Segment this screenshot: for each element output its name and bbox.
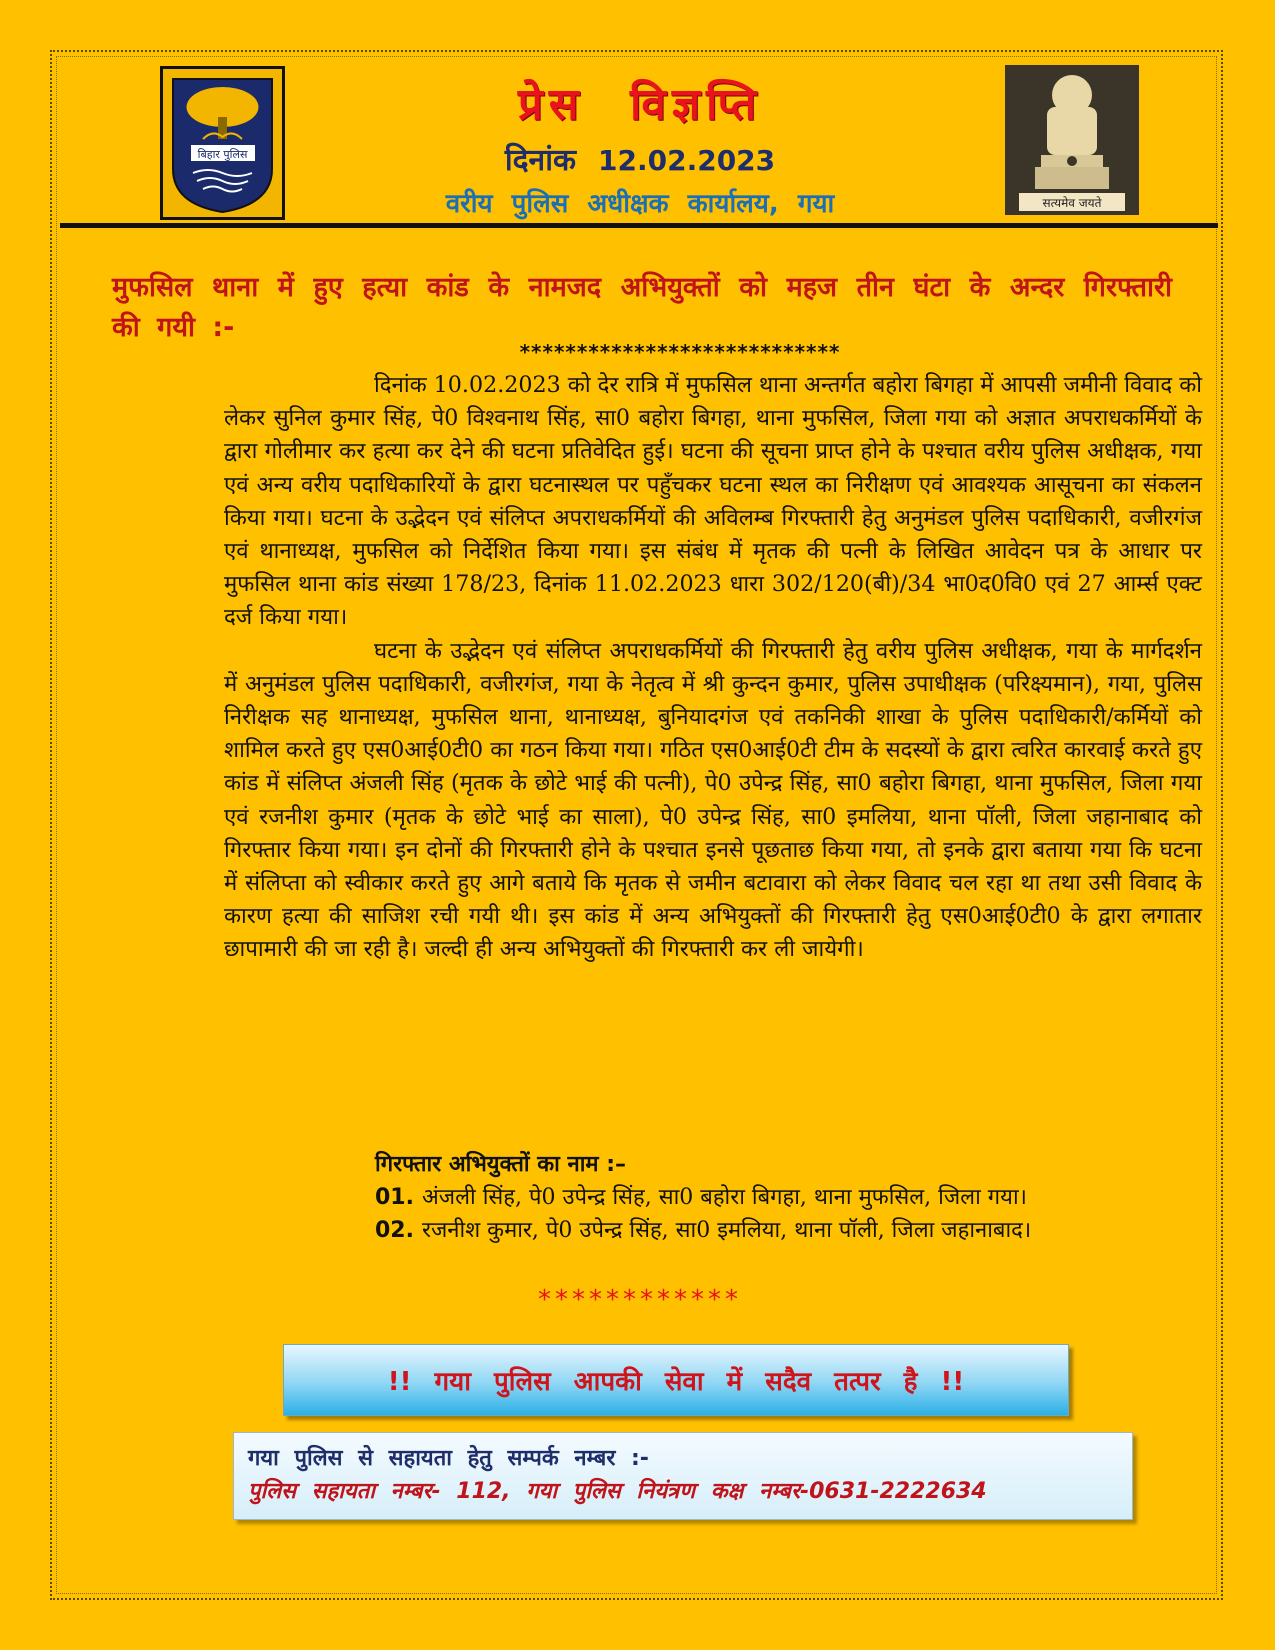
date-value: 12.02.2023 bbox=[598, 144, 776, 177]
separator-top: **************************** bbox=[519, 340, 841, 364]
body-paragraph-2: घटना के उद्भेदन एवं संलिप्त अपराधकर्मियों की गिरफ्तारी हेतु वरीय पुलिस अधीक्षक, गया के मार्गदर्शन में अनुमंडल पुलिस पदाधिकारी, वजीरगंज, गया के नेतृत्व में श्री कुन्दन कुमार, पुलिस उपाधीक्षक (परिक्ष्यमान), गया, पुलिस निरीक्षक सह थानाध्यक्ष, मुफसिल थाना, थानाध्यक्ष, बुनियादगंज एवं तकनिकी शाखा के पुलिस पदाधिकारी/कर्मियों को शामिल करते हुए एस0आई0टी0 का गठन किया गया। गठित एस0आई0टी टीम के सदस्यों के द्वारा त्वरित कारवाई करते हुए कांड में संलिप्त अंजली सिंह (मृतक के छोटे भाई की पत्नी), पे0 उपेन्द्र सिंह, सा0 बहोरा बिगहा, थाना मुफसिल, जिला गया एवं रजनीश कुमार (मृतक के छोटे भाई का साला), पे0 उपेन्द्र सिंह, सा0 इमलिया, थाना पॉली, जिला जहानाबाद को गिरफ्तार किया गया। इन दोनों की गिरफ्तारी होने के पश्चात इनसे पूछताछ किया गया, तो इनके द्वारा बताया गया कि घटना में संलिप्ता को स्वीकार करते हुए आगे बताये कि मृतक से जमीन बटावारा को लेकर विवाद चल रहा था तथा उसी विवाद के कारण हत्या की साजिश रची गयी थी। इस कांड में अन्य अभियुक्तों की गिरफ्तारी हेतु एस0आई0टी0 के द्वारा लगातार छापामारी की जा रही है। जल्दी ही अन्य अभियुक्तों की गिरफ्तारी कर ली जायेगी। bbox=[224, 637, 1202, 963]
separator-bottom: ************ bbox=[538, 1285, 742, 1315]
accused-text: रजनीश कुमार, पे0 उपेन्द्र सिंह, सा0 इमलिया, थाना पॉली, जिला जहानाबाद। bbox=[421, 1218, 1032, 1243]
contact-box bbox=[233, 1432, 1133, 1520]
header-divider bbox=[60, 223, 1218, 228]
national-emblem-logo bbox=[1005, 65, 1139, 215]
contact-line-1: गया पुलिस से सहायता हेतु सम्पर्क नम्बर :- bbox=[248, 1446, 649, 1471]
ashoka-lion-capital-icon bbox=[1005, 65, 1139, 215]
service-banner bbox=[283, 1344, 1069, 1416]
right-logo-text: सत्यमेव जयते bbox=[1042, 196, 1102, 210]
left-logo-text: बिहार पुलिस bbox=[197, 148, 248, 161]
accused-text: अंजली सिंह, पे0 उपेन्द्र सिंह, सा0 बहोरा बिगहा, थाना मुफसिल, जिला गया। bbox=[421, 1185, 1027, 1210]
bihar-police-emblem-icon bbox=[163, 69, 282, 217]
bihar-police-logo bbox=[160, 66, 285, 220]
headline: मुफसिल थाना में हुए हत्या कांड के नामजद अभियुक्तों को महज तीन घंटा के अन्दर गिरफ्तारी की गयी :- bbox=[112, 272, 1172, 343]
page-title: प्रेस विज्ञप्ति bbox=[517, 79, 763, 130]
accused-number: 02. bbox=[375, 1218, 414, 1243]
accused-item-1 bbox=[375, 1181, 1202, 1214]
office-name: वरीय पुलिस अधीक्षक कार्यालय, गया bbox=[445, 189, 835, 219]
accused-item-2 bbox=[375, 1214, 1202, 1247]
banner-text: !! गया पुलिस आपकी सेवा में सदैव तत्पर है !! bbox=[387, 1367, 965, 1397]
date-label: दिनांक bbox=[504, 143, 577, 178]
accused-heading: गिरफ्तार अभियुक्तों का नाम :– bbox=[375, 1152, 627, 1177]
press-release-body bbox=[224, 369, 1202, 967]
accused-number: 01. bbox=[375, 1185, 414, 1210]
contact-line-2: पुलिस सहायता नम्बर- 112, गया पुलिस नियंत्रण कक्ष नम्बर-0631-2222634 bbox=[248, 1479, 987, 1504]
body-paragraph-1: दिनांक 10.02.2023 को देर रात्रि में मुफसिल थाना अन्तर्गत बहोरा बिगहा में आपसी जमीनी विवाद को लेकर सुनिल कुमार सिंह, पे0 विश्वनाथ सिंह, सा0 बहोरा बिगहा, थाना मुफसिल, जिला गया को अज्ञात अपराधकर्मियों के द्वारा गोलीमार कर हत्या कर देने की घटना प्रतिवेदित हुई। घटना की सूचना प्राप्त होने के पश्चात वरीय पुलिस अधीक्षक, गया एवं अन्य वरीय पदाधिकारियों के द्वारा घटनास्थल पर पहुँचकर घटना स्थल का निरीक्षण एवं आवश्यक आसूचना का संकलन किया गया। घटना के उद्भेदन एवं संलिप्त अपराधकर्मियों की अविलम्ब गिरफ्तारी हेतु अनुमंडल पुलिस पदाधिकारी, वजीरगंज एवं थानाध्यक्ष, मुफसिल को निर्देशित किया गया। इस संबंध में मृतक की पत्नी के लिखित आवेदन पत्र के आधार पर मुफसिल थाना कांड संख्या 178/23, दिनांक 11.02.2023 धारा 302/120(बी)/34 भा0द0वि0 एवं 27 आर्म्स एक्ट दर्ज किया गया। bbox=[224, 372, 1202, 631]
dateline bbox=[400, 138, 880, 179]
